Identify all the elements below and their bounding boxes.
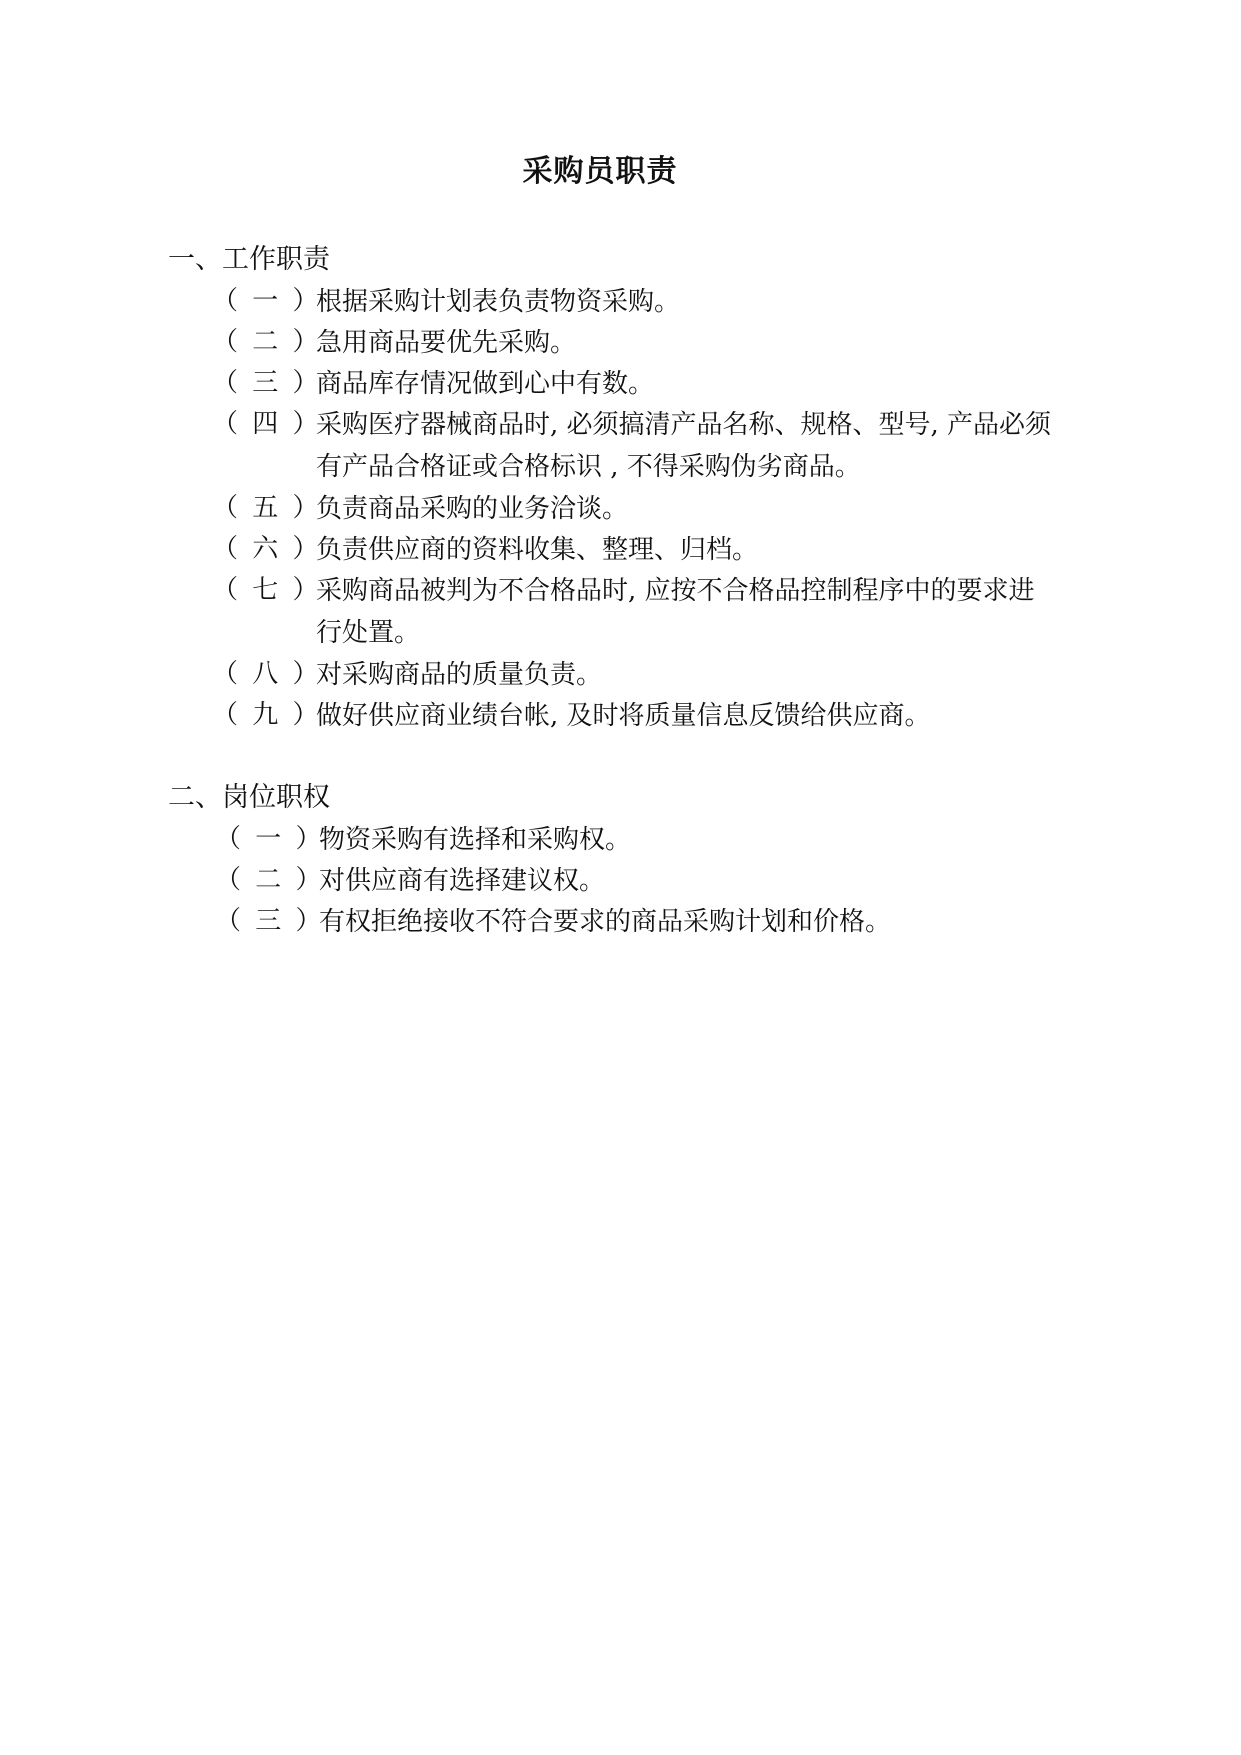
item-number: （ 一 ） bbox=[212, 286, 322, 316]
item-number: （ 二 ） bbox=[212, 327, 322, 357]
item-text: 采购商品被判为不合格品时, 应按不合格品控制程序中的要求进行处置。 bbox=[316, 576, 1035, 648]
item-text: 采购医疗器械商品时, 必须搞清产品名称、规格、型号, 产品必须有产品合格证或合格标识 , 不得采购伪劣商品。 bbox=[316, 410, 1052, 482]
item-text: 做好供应商业绩台帐, 及时将质量信息反馈给供应商。 bbox=[316, 701, 931, 731]
item-text: 对采购商品的质量负责。 bbox=[316, 660, 603, 690]
item-number: （ 一 ） bbox=[215, 824, 325, 854]
item-text: 根据采购计划表负责物资采购。 bbox=[316, 287, 681, 317]
item-text: 负责供应商的资料收集、整理、归档。 bbox=[316, 535, 759, 565]
item-text: 对供应商有选择建议权。 bbox=[319, 866, 606, 896]
item-text: 急用商品要优先采购。 bbox=[316, 328, 577, 358]
section-heading-authority: 二、岗位职权 bbox=[168, 782, 330, 813]
item-text: 负责商品采购的业务洽谈。 bbox=[316, 494, 629, 524]
section-heading-duties: 一、工作职责 bbox=[168, 244, 330, 275]
item-number: （ 三 ） bbox=[215, 906, 325, 936]
item-number: （ 四 ） bbox=[212, 409, 322, 439]
item-number: （ 七 ） bbox=[212, 575, 322, 605]
item-number: （ 九 ） bbox=[212, 700, 322, 730]
item-number: （ 六 ） bbox=[212, 534, 322, 564]
item-number: （ 五 ） bbox=[212, 493, 322, 523]
item-number: （ 八 ） bbox=[212, 659, 322, 689]
item-text: 有权拒绝接收不符合要求的商品采购计划和价格。 bbox=[319, 907, 892, 937]
item-number: （ 二 ） bbox=[215, 865, 325, 895]
item-text: 物资采购有选择和采购权。 bbox=[319, 825, 632, 855]
document-title: 采购员职责 bbox=[522, 154, 678, 189]
item-number: （ 三 ） bbox=[212, 368, 322, 398]
item-text: 商品库存情况做到心中有数。 bbox=[316, 369, 655, 399]
